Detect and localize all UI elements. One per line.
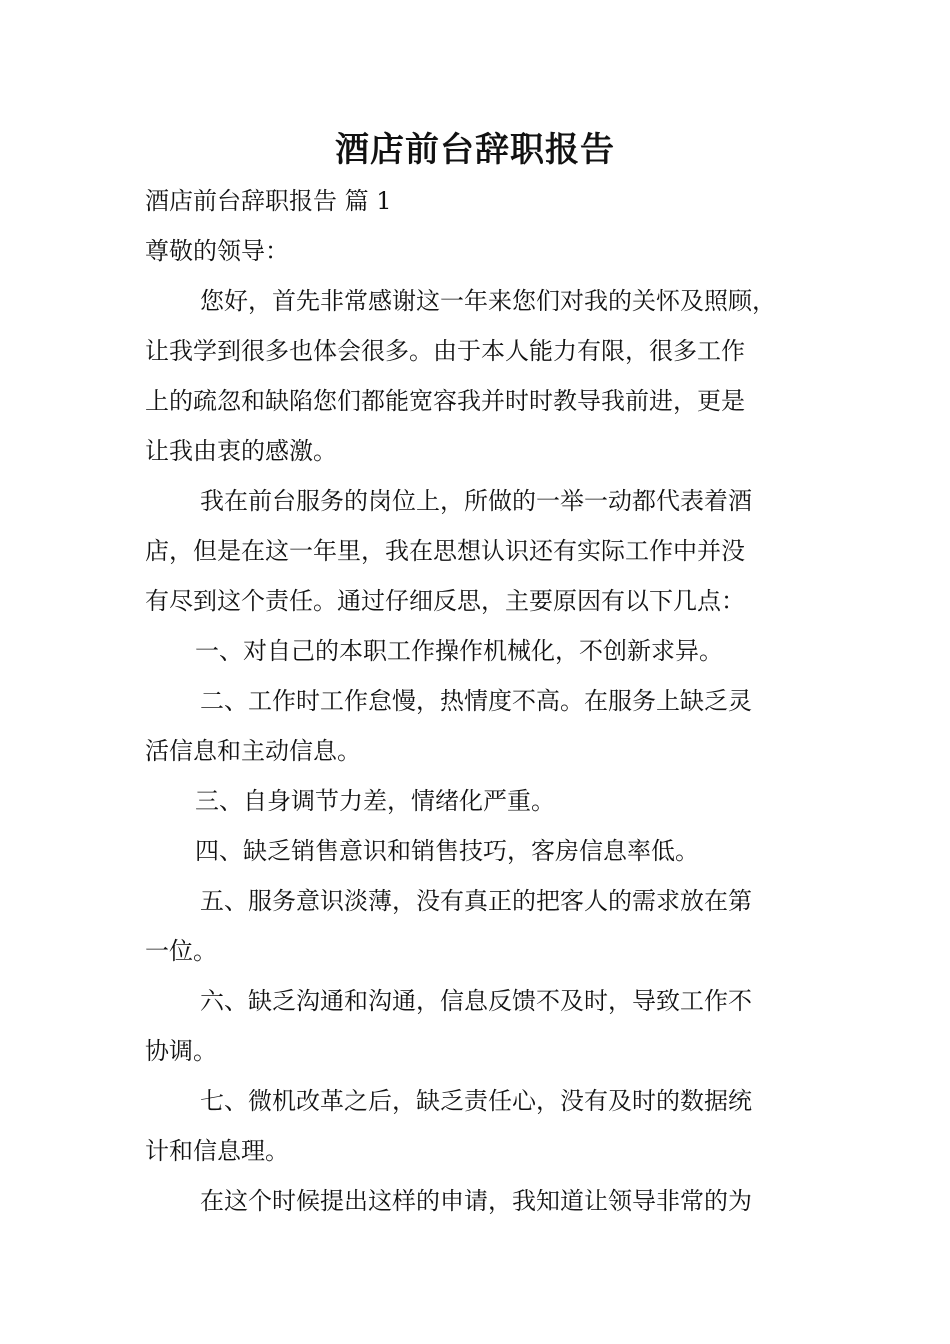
section-heading: 酒店前台辞职报告 篇 1	[145, 187, 392, 215]
paragraph-line: 我在前台服务的岗位上，所做的一举一动都代表着酒	[200, 487, 752, 515]
list-item: 五、服务意识淡薄，没有真正的把客人的需求放在第	[200, 887, 752, 915]
list-item: 四、缺乏销售意识和销售技巧，客房信息率低。	[195, 837, 699, 865]
list-item: 一、对自己的本职工作操作机械化，不创新求异。	[195, 637, 723, 665]
paragraph-line: 一位。	[145, 937, 217, 965]
paragraph-line: 活信息和主动信息。	[145, 737, 361, 765]
paragraph-line: 协调。	[145, 1037, 217, 1065]
paragraph-line: 让我学到很多也体会很多。由于本人能力有限，很多工作	[145, 337, 745, 365]
paragraph-line: 上的疏忽和缺陷您们都能宽容我并时时教导我前进，更是	[145, 387, 745, 415]
document-body	[145, 176, 810, 1226]
paragraph-line: 在这个时候提出这样的申请，我知道让领导非常的为	[200, 1187, 752, 1215]
paragraph-line: 让我由衷的感激。	[145, 437, 337, 465]
list-item: 六、缺乏沟通和沟通，信息反馈不及时，导致工作不	[200, 987, 752, 1015]
paragraph-line: 店，但是在这一年里，我在思想认识还有实际工作中并没	[145, 537, 745, 565]
list-item: 三、自身调节力差，情绪化严重。	[195, 787, 555, 815]
paragraph-line: 有尽到这个责任。通过仔细反思，主要原因有以下几点：	[145, 587, 745, 615]
list-item: 二、工作时工作怠慢，热情度不高。在服务上缺乏灵	[200, 687, 752, 715]
salutation: 尊敬的领导：	[145, 237, 289, 265]
document-title: 酒店前台辞职报告	[335, 130, 615, 170]
paragraph-line: 计和信息理。	[145, 1137, 289, 1165]
paragraph-line: 您好，首先非常感谢这一年来您们对我的关怀及照顾，	[200, 287, 776, 315]
list-item: 七、微机改革之后，缺乏责任心，没有及时的数据统	[200, 1087, 752, 1115]
